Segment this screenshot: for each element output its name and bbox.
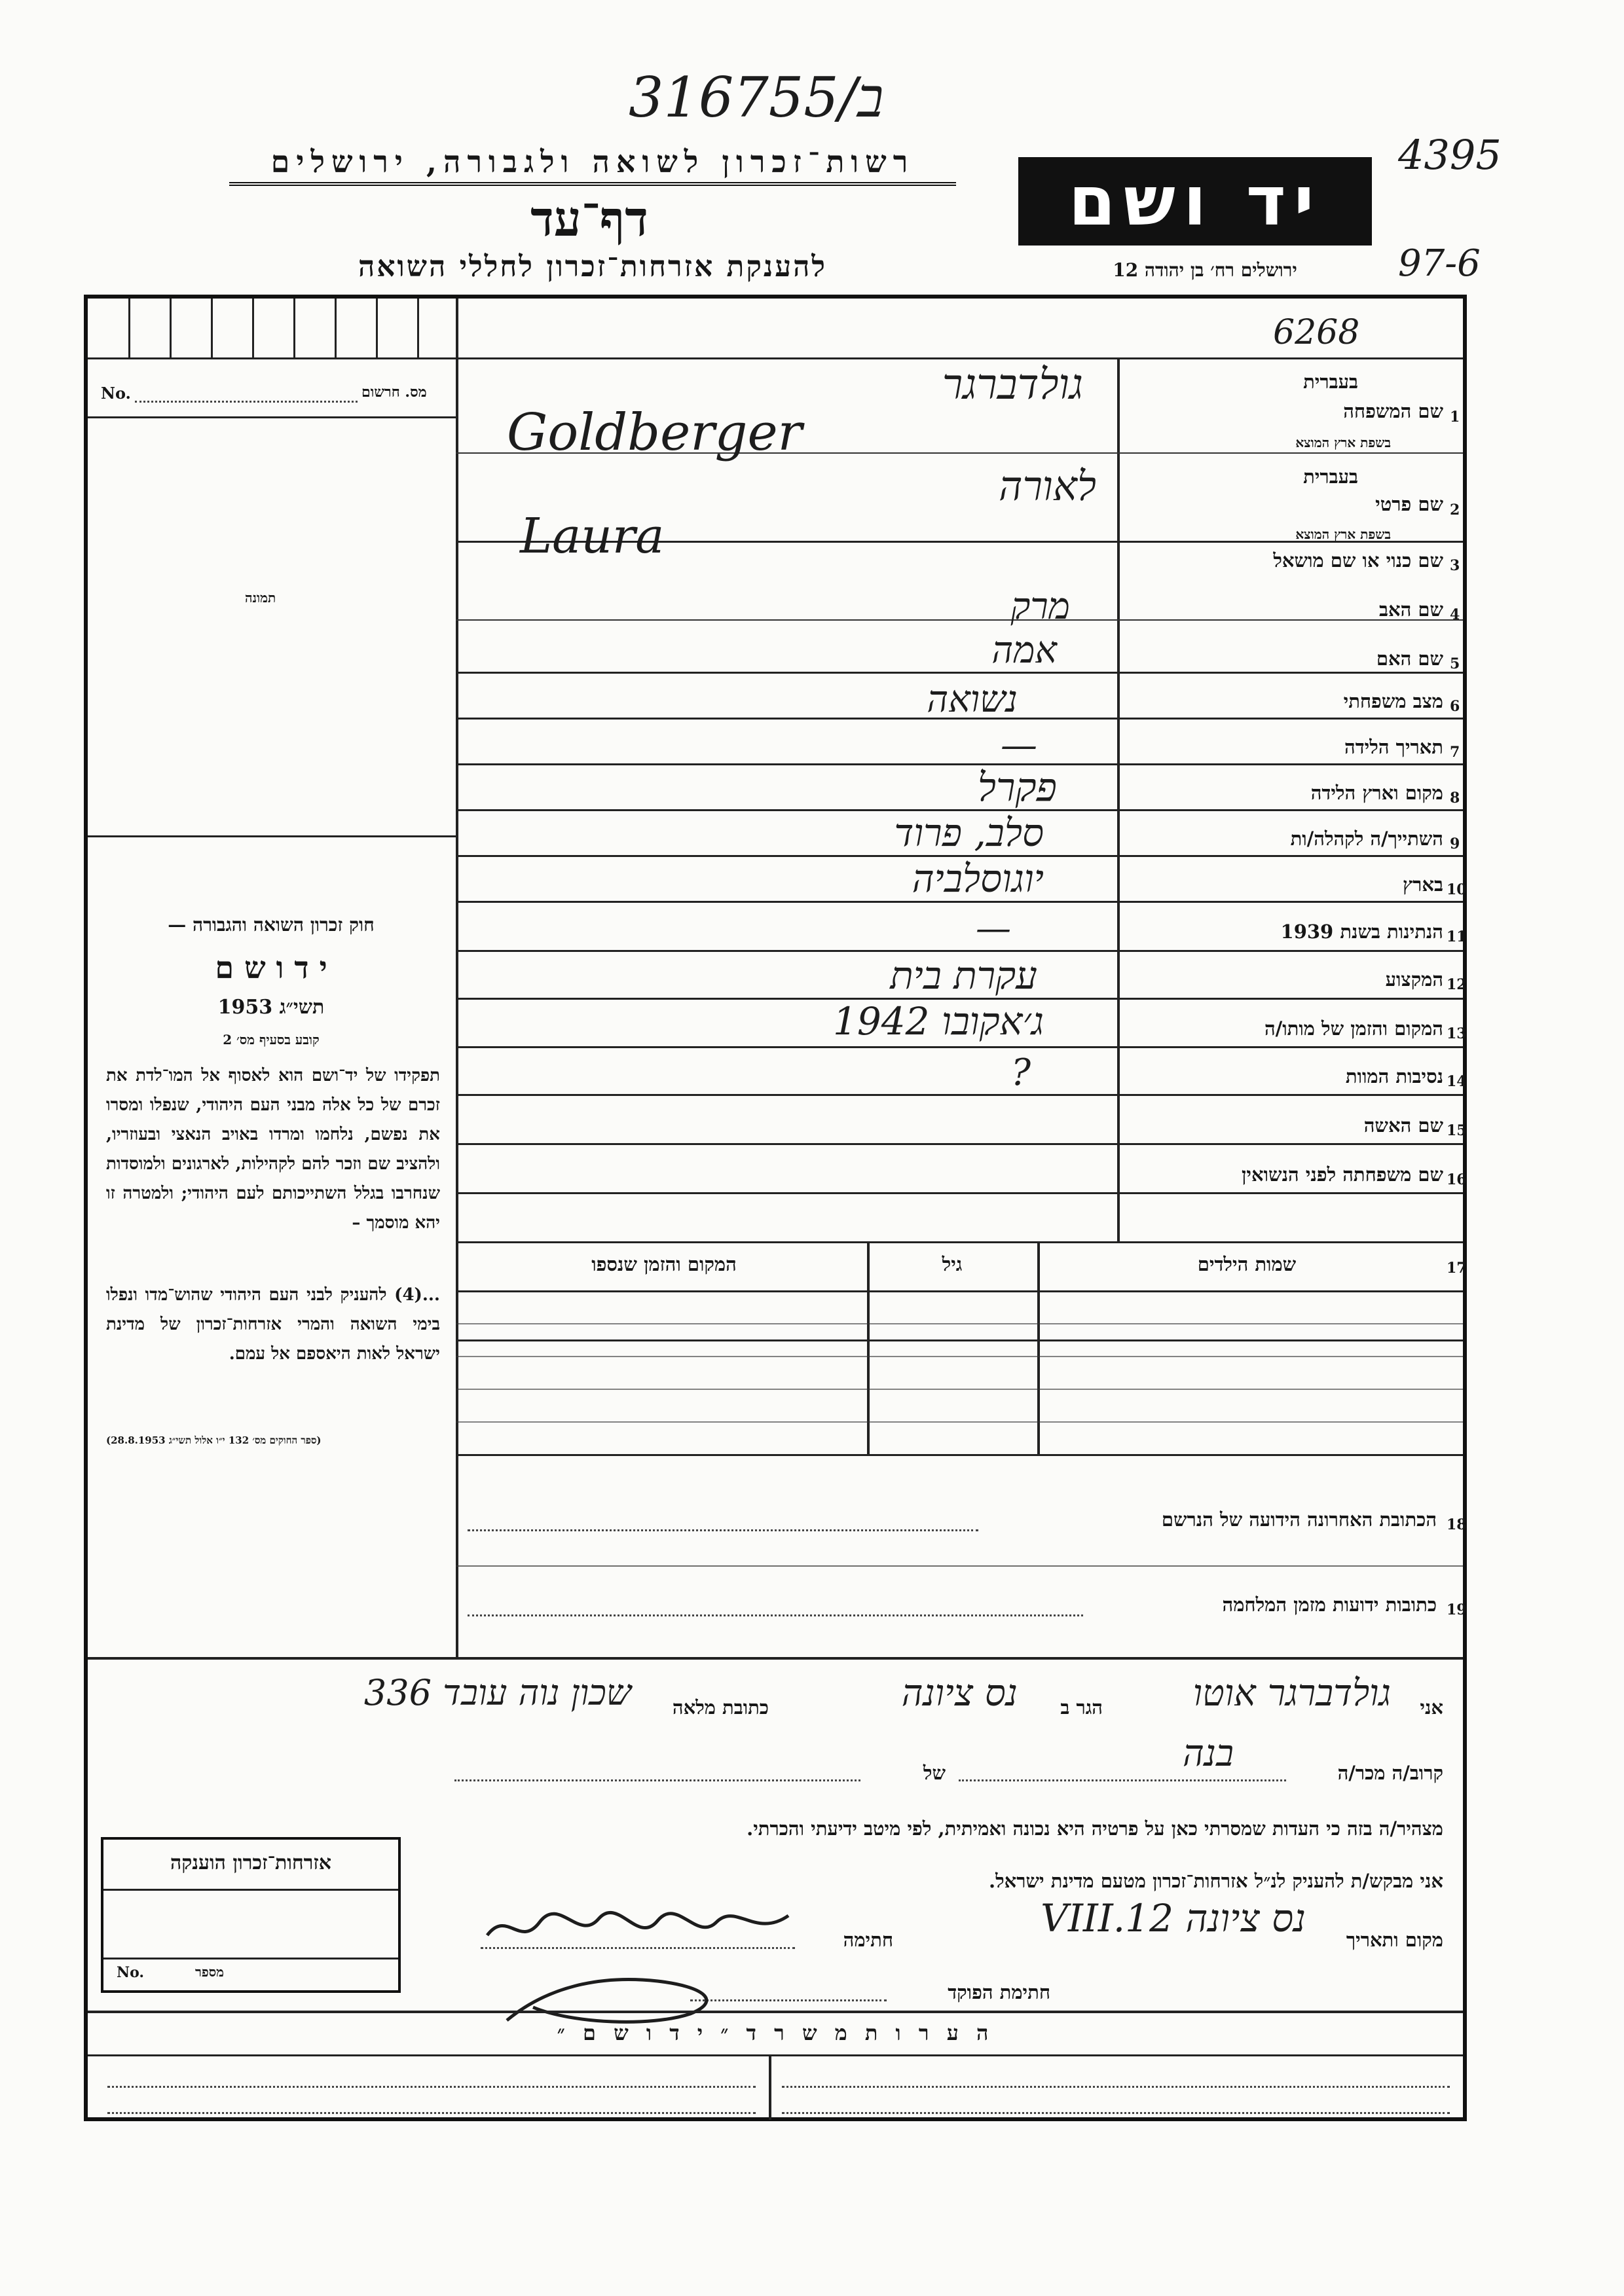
field-18-number: 18	[1447, 1516, 1467, 1533]
signature-label: חתימה	[843, 1929, 893, 1951]
field-6-label: מצב משפחתי	[1343, 690, 1443, 712]
field-14-number: 14	[1447, 1073, 1467, 1090]
field-13-number: 13	[1447, 1025, 1467, 1042]
field-15-number: 15	[1447, 1122, 1467, 1139]
field-5-value: אמה	[991, 629, 1057, 672]
place-date-label: מקום ותאריך	[1346, 1929, 1443, 1951]
field-16-label: שם משפחתה לפני הנשואין	[1242, 1163, 1443, 1186]
field-7-number: 7	[1450, 744, 1460, 761]
law-title: חוק זכרון השואה והגבורה —	[168, 914, 375, 936]
lives-in-value: נס ציונה	[901, 1672, 1018, 1715]
field-17-number: 17	[1447, 1260, 1467, 1277]
field-10-number: 10	[1447, 881, 1467, 898]
registration-label: מס. חרשום	[361, 384, 427, 401]
field-9-label: השתייך/ה לקהלה/ות	[1290, 828, 1443, 850]
field-11-label: הנתינות בשנת 1939	[1280, 920, 1443, 943]
children-col-names: שמות הילדים	[1197, 1253, 1297, 1275]
photo-label: תמונה	[245, 590, 276, 606]
field-16-number: 16	[1447, 1171, 1467, 1188]
form-frame	[84, 295, 1467, 2121]
full-address-label: כתובת מלאה	[672, 1696, 769, 1719]
declaration-request: אני מבקש/ת להעניק לנ״ל אזרחות־זכרון מטעם מדינת ישראל.	[989, 1870, 1443, 1892]
law-clause: קובע בסעיף מס׳ 2	[223, 1032, 320, 1048]
field-5-label: שם האם	[1376, 647, 1443, 670]
relation-value: בנה	[1182, 1732, 1234, 1775]
field-1-value-origin: Goldberger	[507, 403, 802, 462]
field-1-value-hebrew: גולדברגר	[942, 361, 1083, 409]
field-1-sub-hebrew: בעברית	[1303, 371, 1358, 393]
field-15-label: שם האשה	[1363, 1114, 1443, 1137]
law-text-1: תפקידו של יד־ושם הוא לאסוף אל המו־לדת את זכרם של כל אלה מבני העם היהודי, שנפלו ומסרו את נפשם, נלחמו ומרדו באויב הנאצי ובעוזריו, ולהציב שם וזכר להם לקהילות, לארגונים ולמוסדות שנחרבו בגלל השתייכותם לעם היהודי; ולמטרה זו יהא מוסמך –	[106, 1066, 440, 1233]
sheet-number: 6268	[1273, 313, 1360, 352]
field-1-number: 1	[1450, 409, 1460, 426]
field-12-label: המקצוע	[1385, 968, 1443, 991]
field-10-value: יוגוסלביה	[912, 856, 1044, 901]
citizenship-box-title: אזרחות־זכרון הוענקה	[170, 1851, 332, 1874]
declarant-name: גולדברגר אוטו	[1192, 1672, 1391, 1715]
law-text-2: ...(4) להעניק לבני העם היהודי שהוש־מדו ונפלו בימי השואה והמרי אזרחות־זכרון של מדינת ישראל לאות היאספם אל עמם.	[106, 1285, 440, 1364]
field-14-value: ?	[1010, 1051, 1031, 1094]
field-9-value: סלב, פרוד	[894, 811, 1044, 855]
field-3-label: שם כנוי או שם מושאל	[1273, 549, 1443, 572]
relative-label: קרוב/ה מכר/ה	[1337, 1762, 1443, 1784]
officer-signature-label: חתימת הפוקד	[948, 1981, 1050, 2003]
field-8-label: מקום וארץ הלידה	[1310, 782, 1443, 804]
field-8-value: פקרל	[977, 765, 1057, 811]
field-7-value: —	[1001, 724, 1037, 767]
margin-number-bottom: 97-6	[1398, 242, 1481, 285]
field-19-label: כתובות ידועות מזמן המלחמה	[1222, 1594, 1437, 1616]
full-address-value: שכון נוה עובד 336	[363, 1672, 631, 1713]
field-6-number: 6	[1450, 698, 1460, 715]
of-label: של	[923, 1762, 946, 1784]
declarant-signature	[481, 1896, 795, 1955]
field-2-sub-origin: בשפת ארץ המוצא	[1295, 526, 1391, 542]
children-col-place: המקום והזמן שנספו	[591, 1253, 737, 1275]
law-name: י ד ו ש ם	[215, 950, 327, 985]
field-4-number: 4	[1450, 606, 1460, 623]
field-2-number: 2	[1450, 501, 1460, 519]
law-footnote: (ספר החוקים מס׳ 132 י״ו אלול תשי״ג 28.8.1953)	[106, 1434, 322, 1446]
form-subtitle: להענקת אזרחות־זכרון לחללי השואה	[358, 250, 827, 283]
authority-line: רשות־זכרון לשואה ולגבורה, ירושלים	[229, 144, 956, 186]
field-1-label: שם המשפחה	[1343, 400, 1443, 422]
field-8-number: 8	[1450, 790, 1460, 807]
field-2-sub-hebrew: בעברית	[1303, 465, 1358, 488]
field-1-sub-origin: בשפת ארץ המוצא	[1295, 435, 1391, 450]
field-6-value: נשואה	[927, 678, 1018, 721]
declaration-ani: אני	[1420, 1696, 1443, 1719]
field-2-value-origin: Laura	[520, 508, 665, 564]
law-year: תשי״ג 1953	[217, 996, 325, 1019]
form-title: דף־עד	[530, 191, 648, 247]
field-18-label: הכתובת האחרונה הידועה של הנרשם	[1161, 1508, 1437, 1531]
field-4-value: מרק	[1010, 585, 1070, 628]
logo-address: ירושלים רח׳ בן יהודה 12	[1113, 259, 1297, 281]
field-2-label: שם פרטי	[1375, 493, 1443, 515]
field-13-label: המקום והזמן של מותו/ה	[1264, 1017, 1443, 1040]
yad-vashem-logo: יד ושם	[1018, 157, 1372, 246]
field-11-value: —	[976, 907, 1011, 949]
field-4-label: שם האב	[1378, 598, 1443, 621]
field-9-number: 9	[1450, 835, 1460, 852]
citizenship-number-label: מספר	[195, 1964, 224, 1980]
field-10-label: בארץ	[1403, 873, 1443, 896]
field-2-value-hebrew: לאורה	[999, 462, 1096, 510]
citizenship-box	[101, 1837, 401, 1993]
field-13-value: ג׳אקובו 1942	[832, 999, 1044, 1044]
field-12-number: 12	[1447, 976, 1467, 993]
citizenship-no-label: No.	[117, 1964, 145, 1981]
margin-number-top: 4395	[1398, 131, 1502, 179]
field-5-number: 5	[1450, 655, 1460, 672]
file-number: 316755/ב	[629, 65, 884, 130]
field-3-number: 3	[1450, 557, 1460, 574]
office-notes-title: ה ע ר ו ת מ ש ר ד ״ י ד ו ש ם ״	[557, 2020, 994, 2045]
no-label: No.	[101, 384, 131, 403]
children-col-age: גיל	[942, 1253, 963, 1275]
field-12-value: עקרת בית	[890, 953, 1037, 998]
declaration-statement: מצהיר/ה בזה כי העדות שמסרתי כאן על פרטיה היא נכונה ואמיתית, לפי מיטב ידיעתי והכרתי.	[747, 1817, 1443, 1840]
field-11-number: 11	[1447, 928, 1467, 945]
field-14-label: נסיבות המוות	[1345, 1065, 1443, 1087]
lives-in-label: הגר ב	[1060, 1696, 1103, 1719]
place-date-value: נס ציונה 12.VIII	[1041, 1896, 1306, 1941]
field-19-number: 19	[1447, 1601, 1467, 1618]
field-7-label: תאריך הלידה	[1344, 736, 1443, 758]
